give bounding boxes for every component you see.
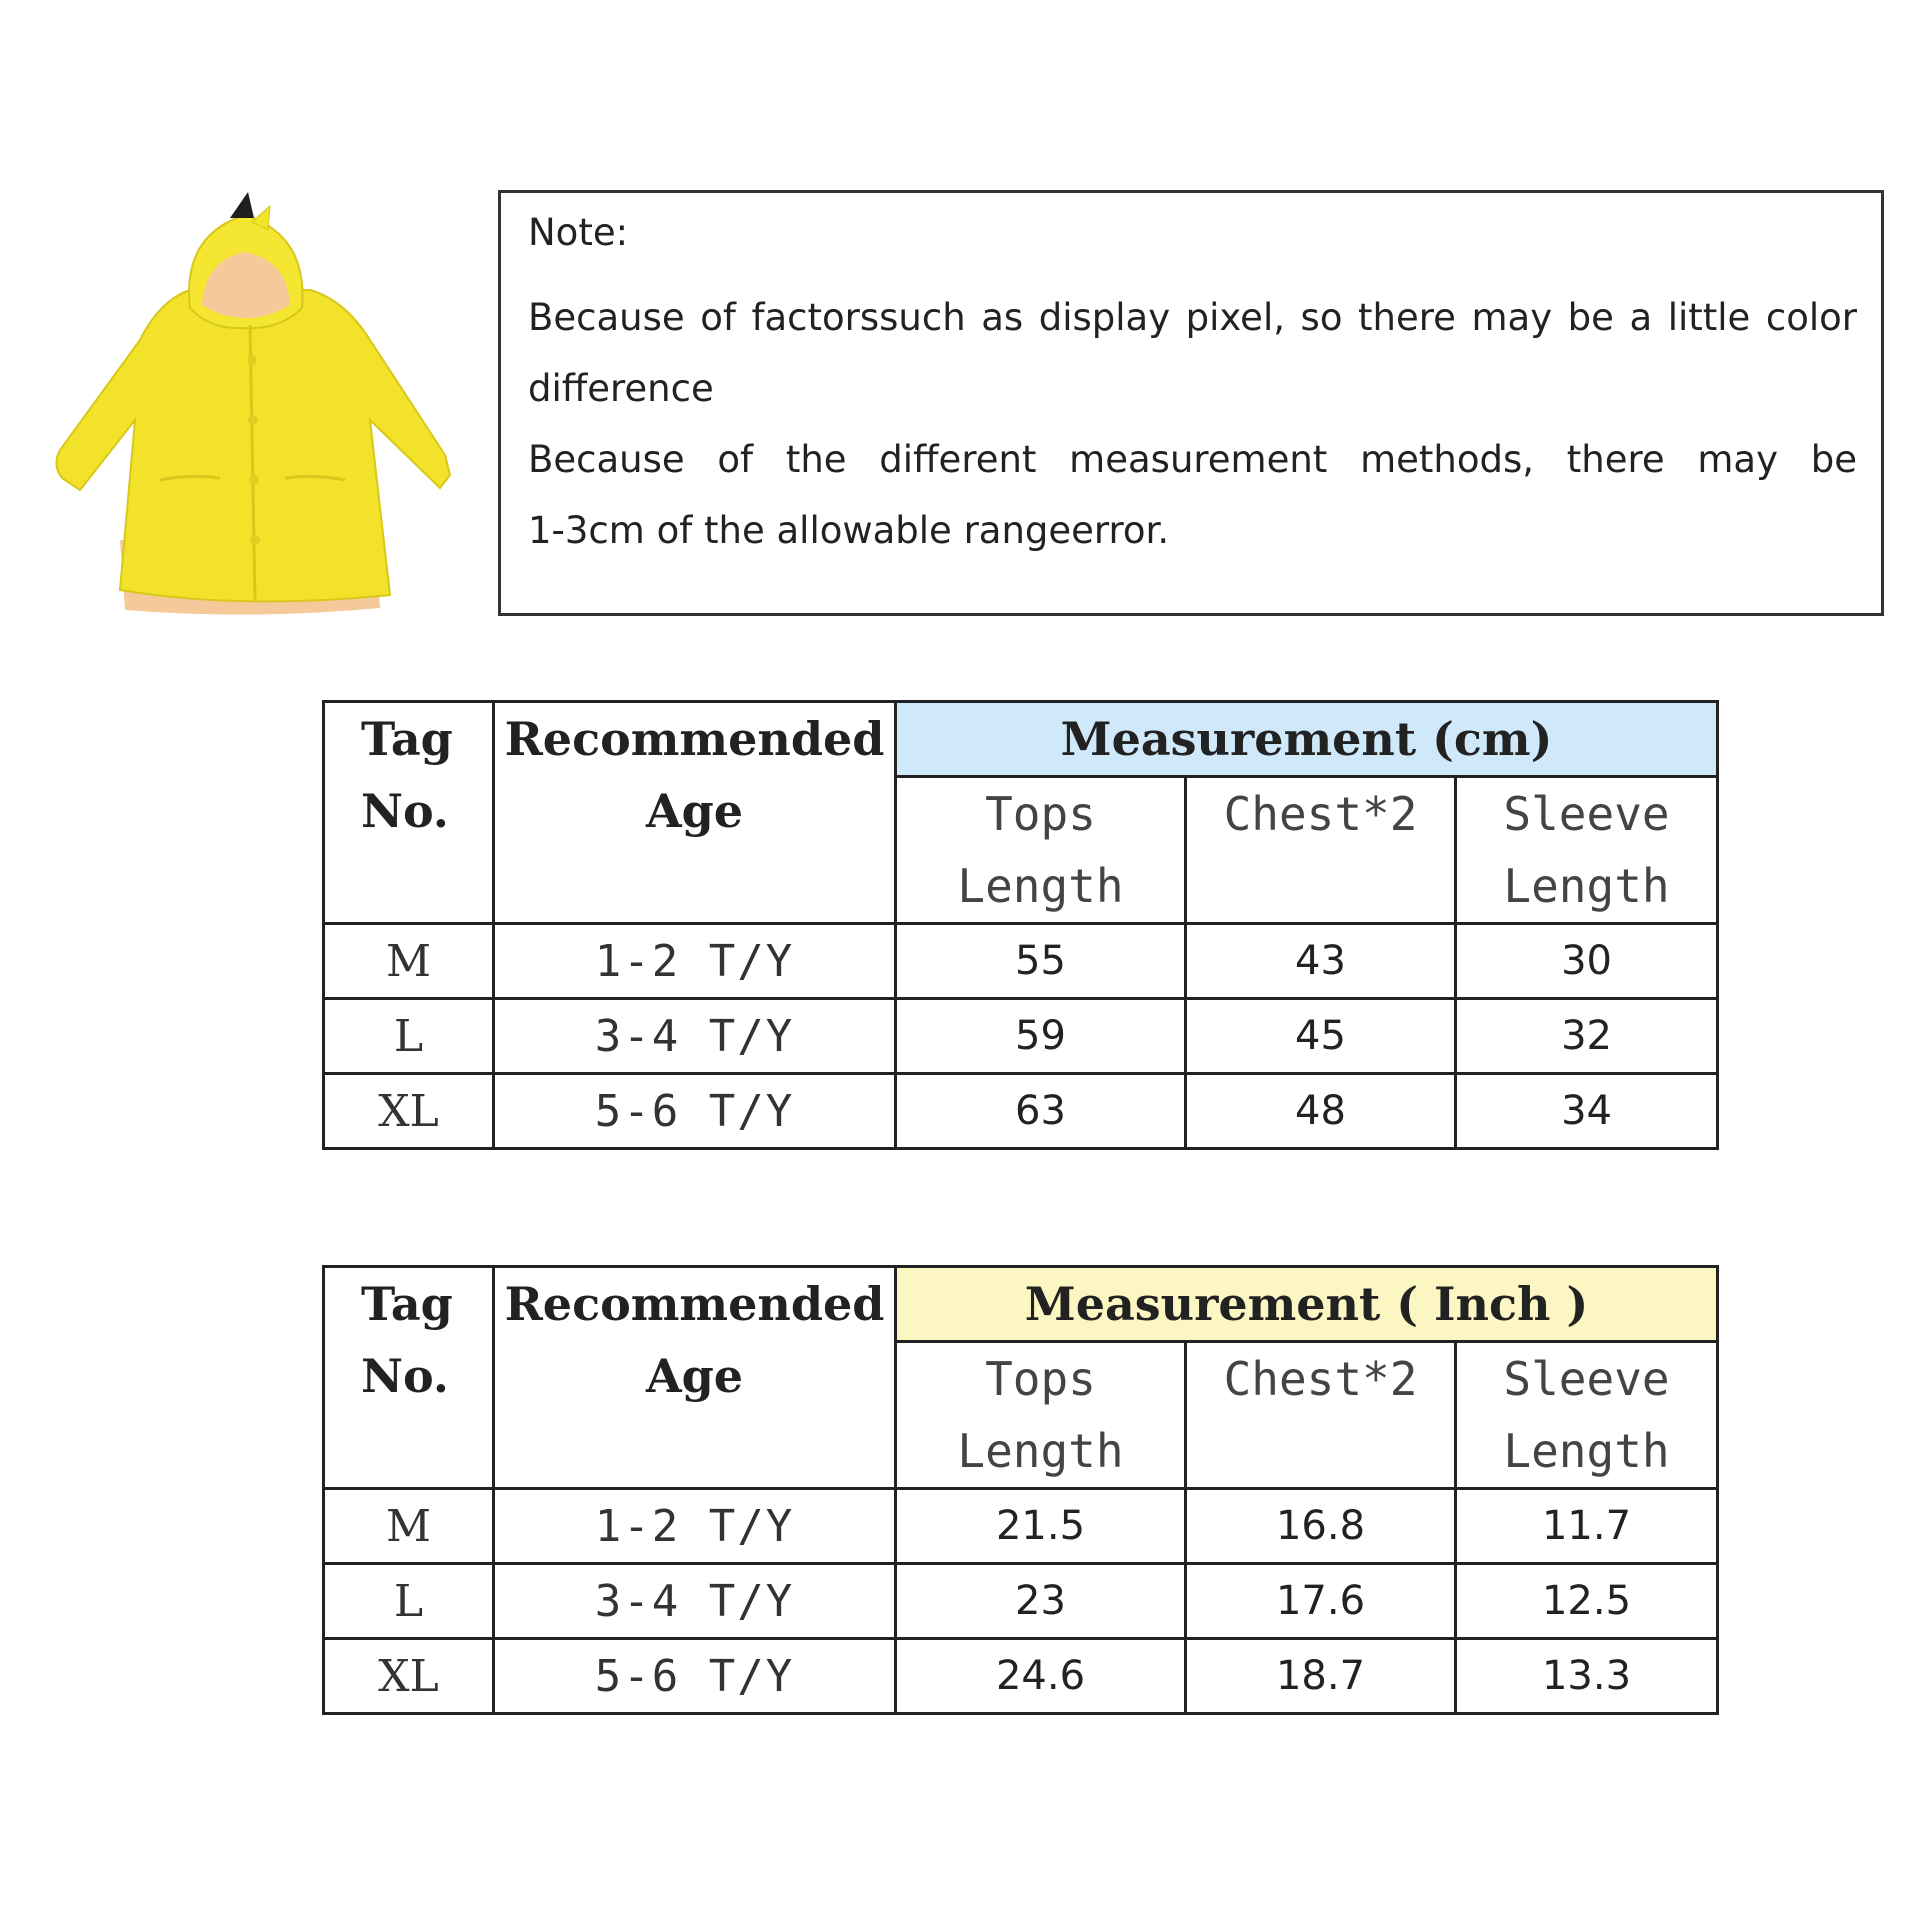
sleeve-length-cell: 12.5 [1456, 1564, 1718, 1639]
note-line: difference [528, 367, 714, 410]
tops-length-cell: 23 [896, 1564, 1186, 1639]
age-cell: 5-6 T/Y [494, 1074, 896, 1149]
table-row [324, 924, 1718, 999]
raincoat-button [249, 475, 259, 485]
raincoat-product-image [40, 190, 470, 620]
chest-header: Chest*2 [1186, 1342, 1456, 1489]
table-row [324, 1639, 1718, 1714]
chest-cell: 45 [1186, 999, 1456, 1074]
chest-cell: 17.6 [1186, 1564, 1456, 1639]
age-cell: 3-4 T/Y [494, 999, 896, 1074]
table-row [324, 1564, 1718, 1639]
tops-length-cell: 21.5 [896, 1489, 1186, 1564]
raincoat-button [248, 415, 258, 425]
raincoat-spike [230, 192, 254, 218]
size-table-inch [322, 1265, 1719, 1715]
tag-cell: XL [324, 1639, 494, 1714]
sleeve-length-cell: 34 [1456, 1074, 1718, 1149]
sleeve-length-cell: 32 [1456, 999, 1718, 1074]
size-table-cm [322, 700, 1719, 1150]
raincoat-button [250, 535, 260, 545]
tag-header: Tag No. [324, 702, 494, 924]
age-cell: 1-2 T/Y [494, 1489, 896, 1564]
chest-header: Chest*2 [1186, 777, 1456, 924]
chest-cell: 16.8 [1186, 1489, 1456, 1564]
tag-cell: L [324, 1564, 494, 1639]
chest-cell: 48 [1186, 1074, 1456, 1149]
sleeve-length-cell: 30 [1456, 924, 1718, 999]
tops-length-cell: 24.6 [896, 1639, 1186, 1714]
sleeve-length-cell: 11.7 [1456, 1489, 1718, 1564]
table-row [324, 1074, 1718, 1149]
tag-cell: XL [324, 1074, 494, 1149]
sleeve-length-header: Sleeve Length [1456, 777, 1718, 924]
note-line: Because of factorssuch as display pixel, so there may be a little color [528, 296, 1857, 339]
table-row [324, 999, 1718, 1074]
tops-length-header: Tops Length [896, 1342, 1186, 1489]
sleeve-length-cell: 13.3 [1456, 1639, 1718, 1714]
raincoat-button [247, 355, 257, 365]
age-header: Recommended Age [494, 702, 896, 924]
chest-cell: 18.7 [1186, 1639, 1456, 1714]
age-cell: 3-4 T/Y [494, 1564, 896, 1639]
measurement-header: Measurement (cm) [896, 702, 1718, 777]
note-line: Because of the different measurement methods, there may be [528, 438, 1857, 481]
note-title: Note: [528, 211, 629, 254]
tag-header: Tag No. [324, 1267, 494, 1489]
age-cell: 1-2 T/Y [494, 924, 896, 999]
tag-cell: M [324, 924, 494, 999]
sleeve-length-header: Sleeve Length [1456, 1342, 1718, 1489]
age-cell: 5-6 T/Y [494, 1639, 896, 1714]
note-line: 1-3cm of the allowable rangeerror. [528, 509, 1170, 552]
table-row [324, 1489, 1718, 1564]
chest-cell: 43 [1186, 924, 1456, 999]
tops-length-cell: 55 [896, 924, 1186, 999]
tops-length-cell: 59 [896, 999, 1186, 1074]
note-box [498, 190, 1884, 616]
tops-length-cell: 63 [896, 1074, 1186, 1149]
tops-length-header: Tops Length [896, 777, 1186, 924]
tag-cell: M [324, 1489, 494, 1564]
tag-cell: L [324, 999, 494, 1074]
age-header: Recommended Age [494, 1267, 896, 1489]
measurement-header: Measurement ( Inch ) [896, 1267, 1718, 1342]
